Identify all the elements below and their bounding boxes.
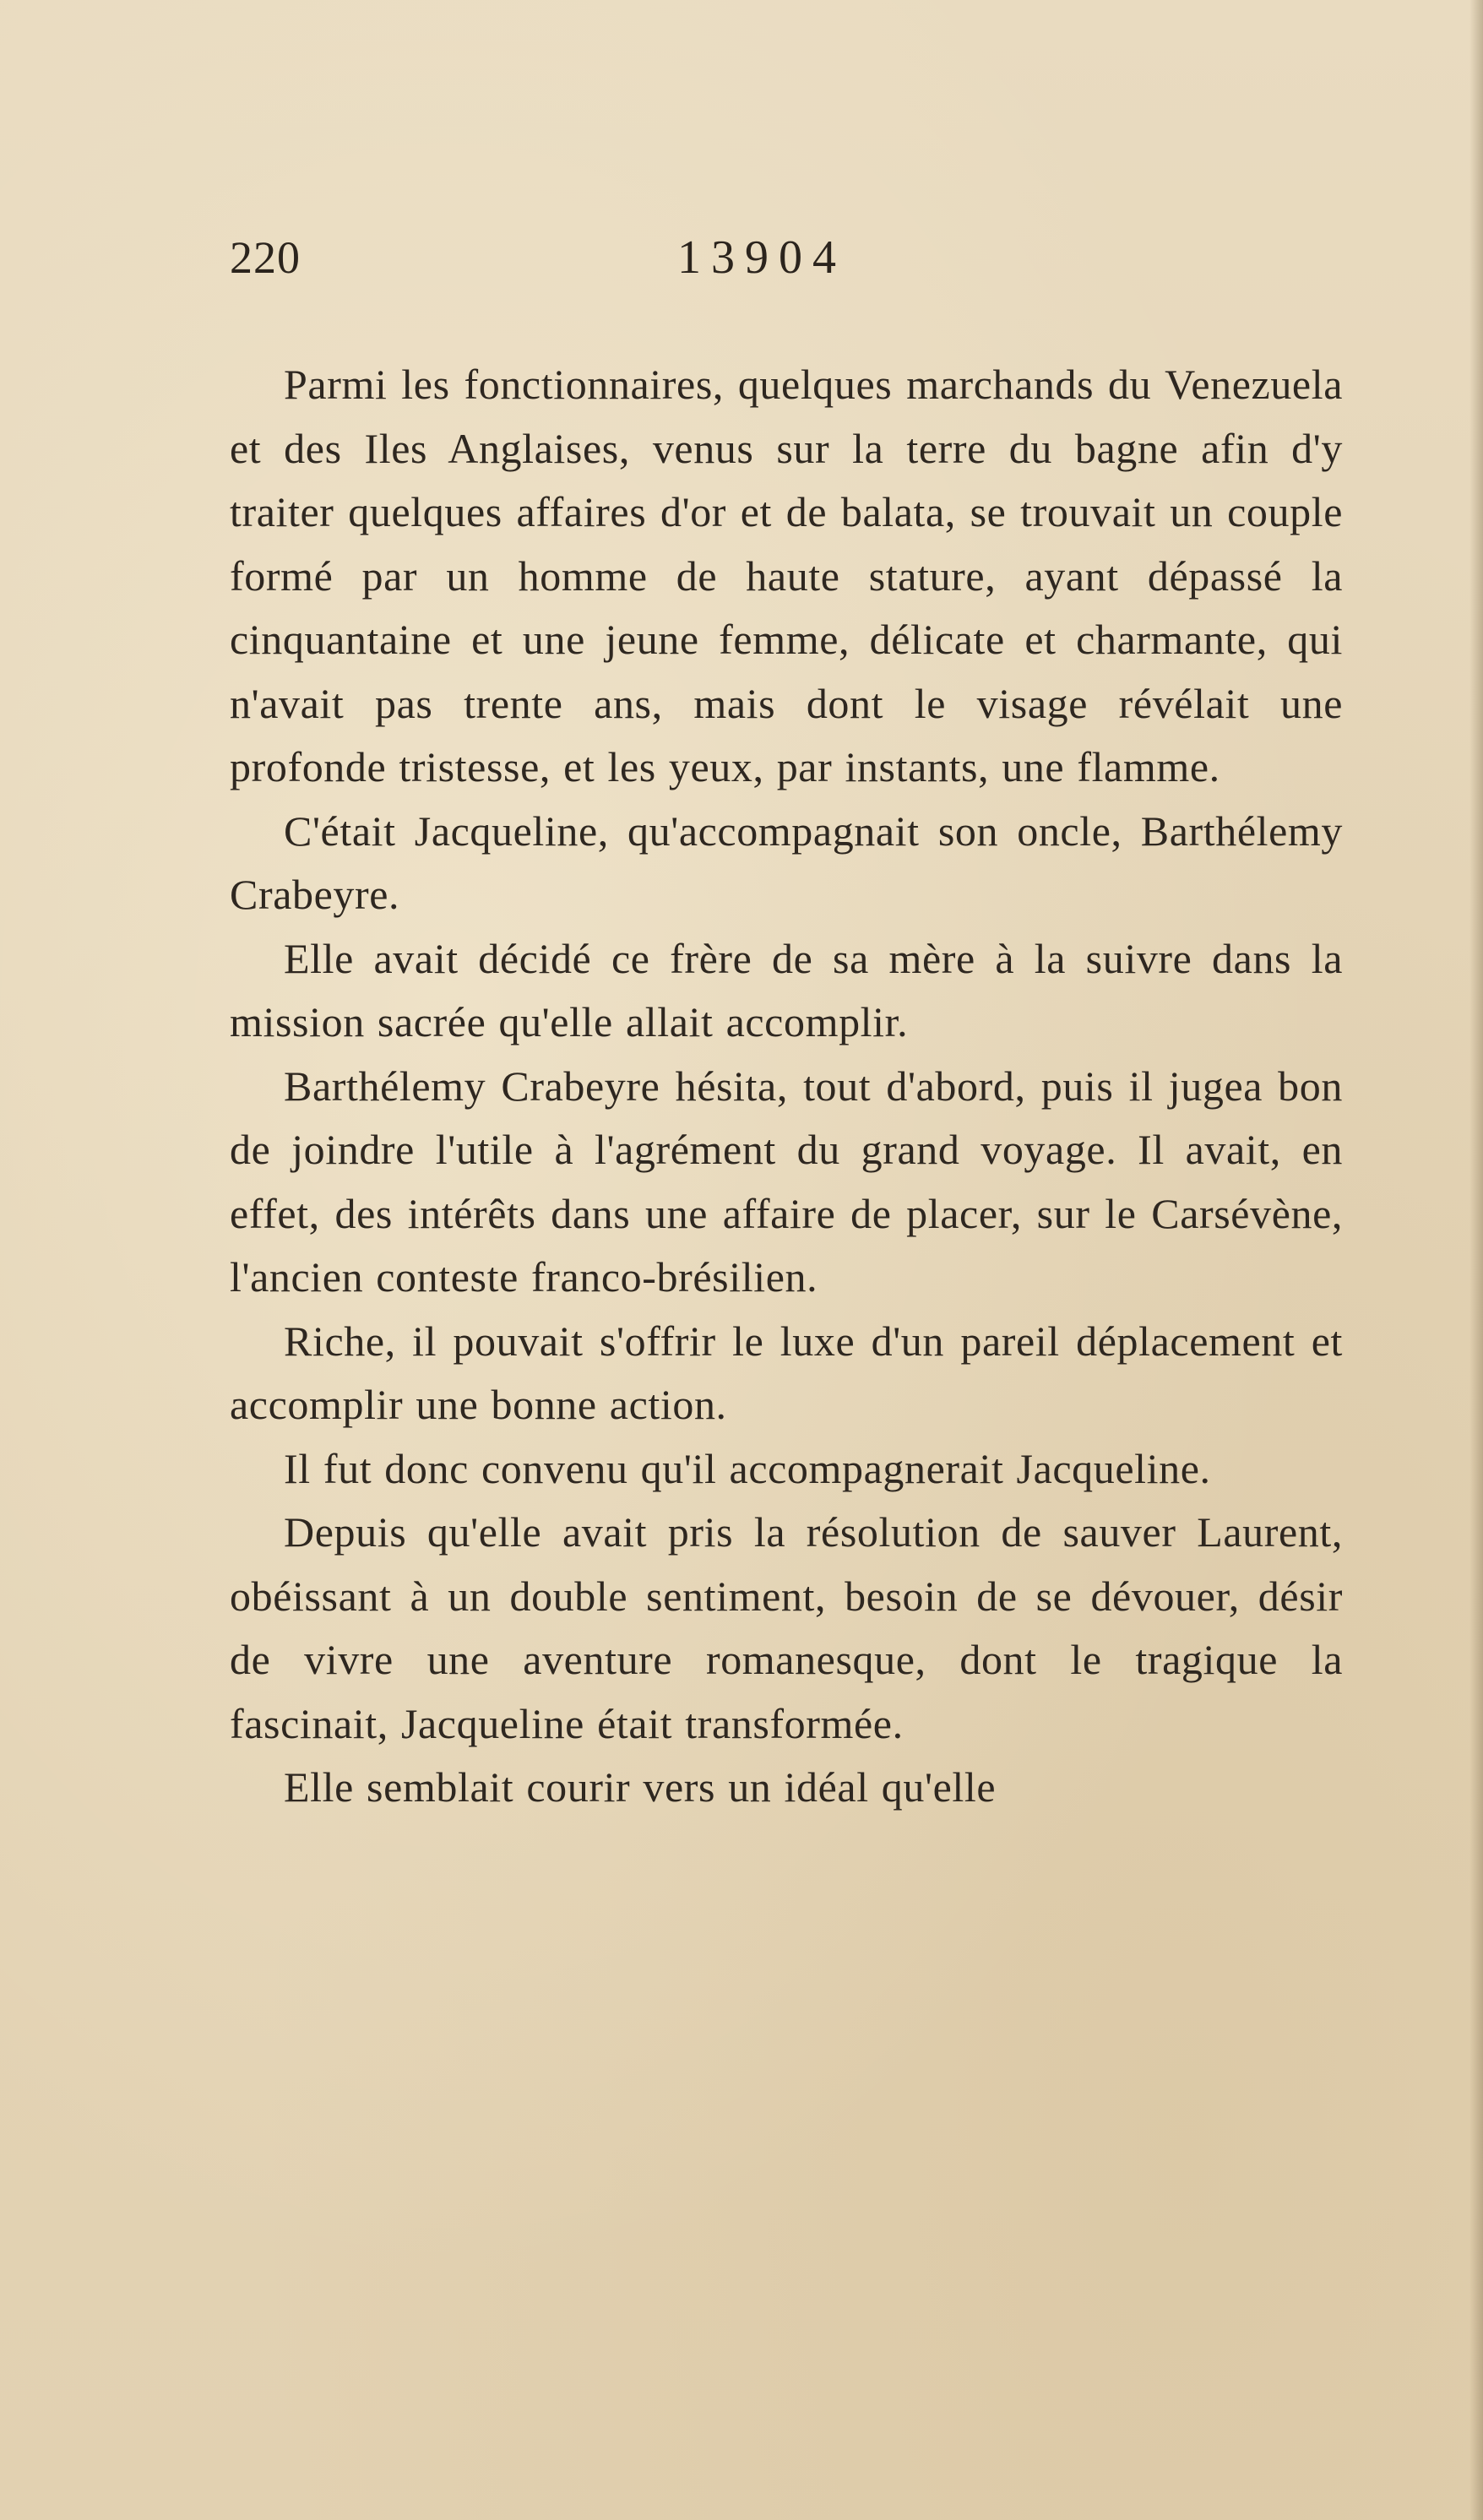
page-number: 220 [230, 232, 301, 283]
paragraph: Il fut donc convenu qu'il accompagnerait Jacqueline. [284, 1444, 1211, 1492]
paragraph-continued: Elle semblait courir vers un idéal qu'elle [284, 1763, 997, 1811]
paragraph: Parmi les fonctionnaires, quelques marchands du Venezuela et des Iles Anglaises, venus sur la terre du bagne afin d'y traiter quelques affaires d'or et de balata, se trouvait un couple formé par un homme de haute stature, ayant dépassé la cinquantaine et une jeune femme, délicate et charmante, qui n'avait pas trente ans, mais dont le visage révélait une profonde tristesse, et les yeux, par instants, une flamme. [230, 361, 1343, 790]
page-header [230, 228, 1344, 287]
paragraph: Depuis qu'elle avait pris la résolution de sauver Laurent, obéissant à un double sentiment, besoin de se dévouer, désir de vivre une aventure romanesque, dont le tragique la fascinait, Jacqueline était transformée. [230, 1508, 1343, 1747]
paragraph: C'était Jacqueline, qu'accompagnait son oncle, Barthélemy Crabeyre. [230, 807, 1343, 918]
paragraph: Riche, il pouvait s'offrir le luxe d'un pareil déplacement et accomplir une bonne action. [230, 1317, 1343, 1428]
paragraph: Elle avait décidé ce frère de sa mère à la suivre dans la mission sacrée qu'elle allait accomplir. [230, 934, 1343, 1045]
body-text [230, 353, 1343, 1820]
running-title: 13904 [677, 231, 846, 284]
page-edge-shadow [1469, 0, 1483, 2520]
paragraph: Barthélemy Crabeyre hésita, tout d'abord, puis il jugea bon de joindre l'utile à l'agrément du grand voyage. Il avait, en effet, des intérêts dans une affaire de placer, sur le Carsévène, l'ancien conteste franco-brésilien. [230, 1062, 1343, 1301]
